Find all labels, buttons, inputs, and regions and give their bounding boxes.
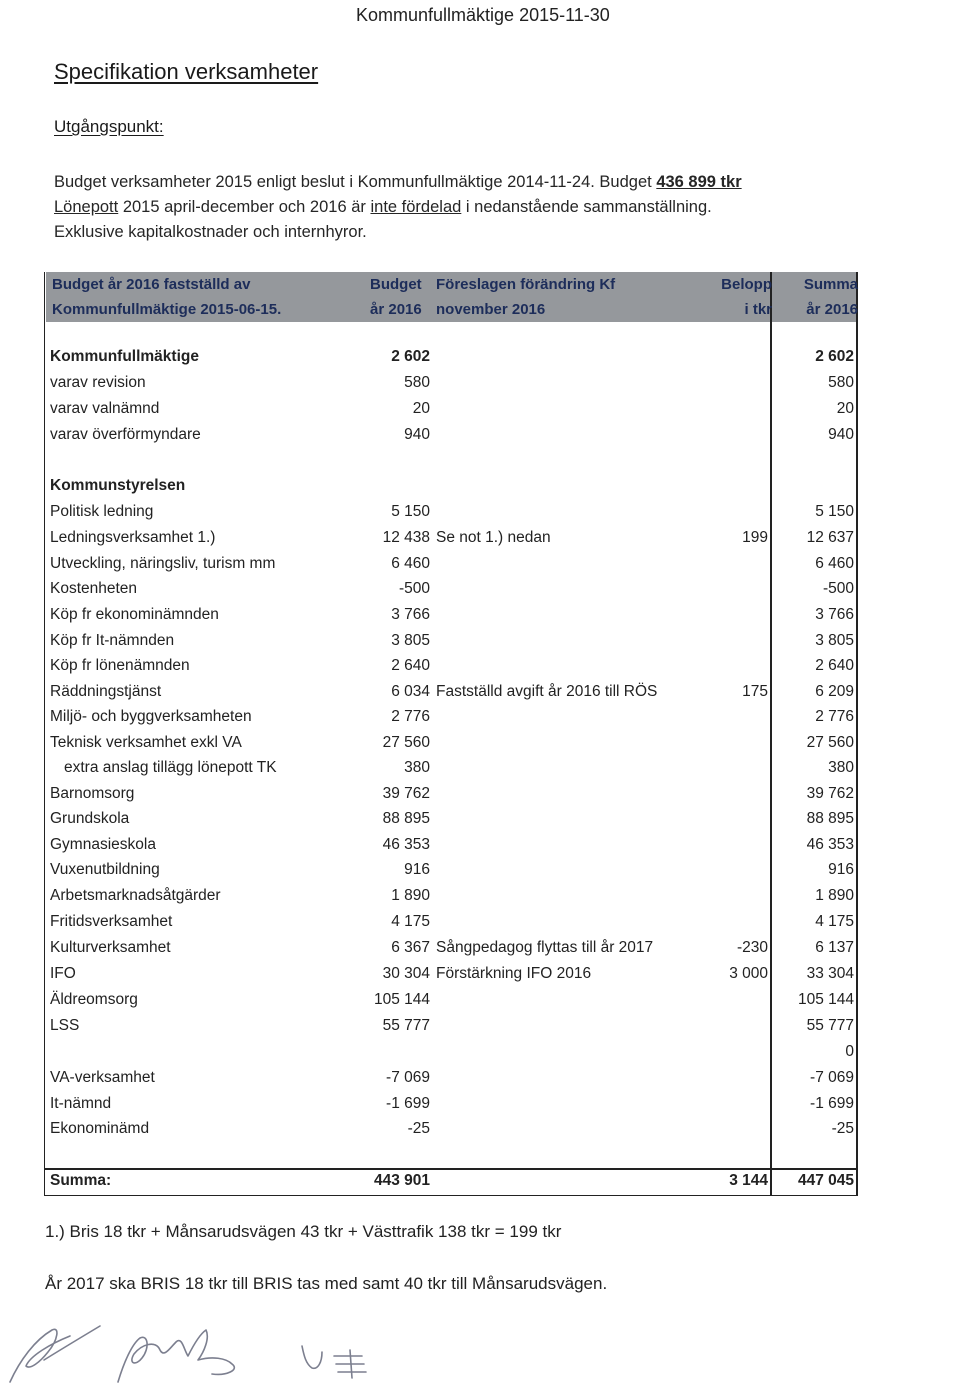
row-name: Vuxenutbildning: [50, 861, 160, 878]
row-summa-value: 447 045: [797, 1172, 854, 1189]
row-belopp-value: -230: [736, 939, 768, 956]
page-title: Specifikation verksamheter: [54, 59, 319, 84]
row-summa-value: 916: [828, 861, 854, 878]
table-row: [46, 989, 858, 1014]
row-name: It-nämnd: [50, 1095, 112, 1112]
row-budget-value: 46 353: [382, 836, 430, 853]
row-budget-value: 3 805: [391, 632, 430, 649]
row-name: Kommunstyrelsen: [50, 477, 186, 494]
row-budget-value: 39 762: [382, 785, 430, 802]
table-row: [46, 1067, 858, 1092]
row-belopp-value: 199: [742, 529, 768, 546]
row-budget-value: 3 766: [391, 606, 430, 623]
row-summa-value: 27 560: [806, 734, 854, 751]
table-row: [46, 527, 858, 552]
note-2017: År 2017 ska BRIS 18 tkr till BRIS tas med samt 40 tkr till Månsarudsvägen.: [45, 1274, 608, 1293]
row-name: Köp fr It-nämnden: [50, 632, 175, 649]
table-row: [46, 783, 858, 808]
row-summa-value: 4 175: [815, 913, 854, 930]
header-col-verksamhet-line1: Budget år 2016 fastställd av: [52, 276, 251, 293]
table-row: [46, 834, 858, 859]
intro-line-1-text: Budget verksamheter 2015 enligt beslut i Kommunfullmäktige 2014-11-24. Budget: [54, 173, 657, 191]
header-col-summa-line2: år 2016: [806, 301, 858, 318]
header-col-forandring-line2: november 2016: [436, 301, 546, 318]
row-change-note: Sångpedagog flyttas till år 2017: [436, 939, 654, 956]
row-summa-value: -25: [831, 1120, 854, 1137]
row-summa-value: 88 895: [806, 810, 854, 827]
table-row: [46, 1118, 858, 1143]
row-name: Köp fr lönenämnden: [50, 657, 190, 674]
table-row: [46, 963, 858, 988]
row-summa-value: -7 069: [810, 1069, 854, 1086]
row-name: varav överförmyndare: [50, 426, 201, 443]
row-name: Miljö- och byggverksamheten: [50, 708, 252, 725]
row-name: LSS: [50, 1017, 80, 1034]
handwritten-signatures: [0, 1300, 420, 1394]
row-name: varav revision: [50, 374, 146, 391]
header-col-budget-line2: år 2016: [370, 301, 422, 318]
table-row: [46, 398, 858, 423]
row-name: Politisk ledning: [50, 503, 154, 520]
header-col-summa: [780, 272, 858, 322]
row-summa-value: 55 777: [806, 1017, 854, 1034]
row-budget-value: -25: [407, 1120, 430, 1137]
row-budget-value: 55 777: [382, 1017, 430, 1034]
row-budget-value: 2 640: [391, 657, 430, 674]
row-budget-value: 443 901: [373, 1172, 430, 1189]
row-name: Kommunfullmäktige: [50, 348, 199, 365]
row-summa-value: 0: [845, 1043, 854, 1060]
intro-line-1: [54, 170, 742, 195]
row-budget-value: 2 776: [391, 708, 430, 725]
row-name: IFO: [50, 965, 76, 982]
row-summa-value: 2 776: [815, 708, 854, 725]
row-summa-value: 12 637: [806, 529, 854, 546]
row-name: Gymnasieskola: [50, 836, 156, 853]
row-summa-value: 2 640: [815, 657, 854, 674]
row-budget-value: 88 895: [382, 810, 430, 827]
row-budget-value: 12 438: [382, 529, 430, 546]
row-summa-value: 6 209: [815, 683, 854, 700]
row-summa-value: 46 353: [806, 836, 854, 853]
table-row: [46, 1093, 858, 1118]
row-budget-value: 6 460: [391, 555, 430, 572]
table-row: [46, 911, 858, 936]
row-belopp-value: 3 000: [729, 965, 768, 982]
row-summa-value: 3 805: [815, 632, 854, 649]
row-summa-value: 380: [828, 759, 854, 776]
row-name: Räddningstjänst: [50, 683, 162, 700]
header-col-budget: [370, 272, 422, 322]
row-budget-value: 105 144: [373, 991, 430, 1008]
table-row: [46, 501, 858, 526]
row-name: Summa:: [50, 1172, 112, 1189]
table-row: [46, 885, 858, 910]
row-summa-value: 1 890: [815, 887, 854, 904]
row-change-note: Fastställd avgift år 2016 till RÖS: [436, 683, 658, 700]
table-row: [46, 681, 858, 706]
row-budget-value: 916: [404, 861, 430, 878]
row-name: Arbetsmarknadsåtgärder: [50, 887, 221, 904]
table-row: [46, 732, 858, 757]
table-row: [46, 1041, 858, 1066]
row-budget-value: 5 150: [391, 503, 430, 520]
intro-budget-amount: 436 899 tkr: [656, 173, 742, 191]
header-col-belopp-line2: i tkr: [744, 301, 772, 318]
header-col-forandring: [436, 272, 615, 322]
row-summa-value: -1 699: [810, 1095, 854, 1112]
row-budget-value: 580: [404, 374, 430, 391]
row-name: VA-verksamhet: [50, 1069, 155, 1086]
row-summa-value: 20: [836, 400, 854, 417]
row-summa-value: 6 460: [815, 555, 854, 572]
table-row: [46, 859, 858, 884]
footnote-1: 1.) Bris 18 tkr + Månsarudsvägen 43 tkr + Västtrafik 138 tkr = 199 tkr: [45, 1222, 562, 1241]
row-summa-value: 33 304: [806, 965, 854, 982]
header-col-summa-line1: Summa: [803, 276, 858, 293]
summary-divider: [44, 1168, 857, 1170]
row-belopp-value: 3 144: [729, 1172, 768, 1189]
row-summa-value: 6 137: [815, 939, 854, 956]
table-row: [46, 706, 858, 731]
row-name: Teknisk verksamhet exkl VA: [50, 734, 242, 751]
row-name: Köp fr ekonominämnden: [50, 606, 219, 623]
table-row: [46, 757, 858, 782]
row-name: Kostenheten: [50, 580, 138, 597]
row-summa-value: 3 766: [815, 606, 854, 623]
row-budget-value: 1 890: [391, 887, 430, 904]
row-budget-value: -1 699: [386, 1095, 430, 1112]
table-row: [46, 604, 858, 629]
row-name: Kulturverksamhet: [50, 939, 171, 956]
section-subheading: Utgångspunkt:: [54, 117, 164, 136]
row-name: varav valnämnd: [50, 400, 160, 417]
header-col-verksamhet-line2: Kommunfullmäktige 2015-06-15.: [52, 301, 282, 318]
row-budget-value: 30 304: [382, 965, 430, 982]
row-budget-value: 20: [412, 400, 430, 417]
row-belopp-value: 175: [742, 683, 768, 700]
signature-1: [10, 1326, 100, 1382]
table-row: [46, 475, 858, 500]
row-name: Ekonominämd: [50, 1120, 150, 1137]
row-name: Fritidsverksamhet: [50, 913, 173, 930]
table-row: [46, 630, 858, 655]
row-summa-value: 2 602: [815, 348, 854, 365]
signature-2: [118, 1330, 234, 1382]
summary-row: [46, 1170, 858, 1195]
row-budget-value: 6 367: [391, 939, 430, 956]
row-budget-value: 940: [404, 426, 430, 443]
intro-line-2: [54, 195, 742, 220]
row-change-note: Förstärkning IFO 2016: [436, 965, 592, 982]
table-row: [46, 655, 858, 680]
row-summa-value: 5 150: [815, 503, 854, 520]
row-budget-value: -7 069: [386, 1069, 430, 1086]
intro-line-3: Exklusive kapitalkostnader och internhyror.: [54, 223, 367, 241]
row-name: extra anslag tillägg lönepott TK: [64, 759, 277, 776]
row-change-note: Se not 1.) nedan: [436, 529, 551, 546]
table-row: [46, 937, 858, 962]
row-summa-value: 940: [828, 426, 854, 443]
header-col-belopp: [704, 272, 772, 322]
header-col-belopp-line1: Belopp: [721, 276, 772, 293]
row-budget-value: 27 560: [382, 734, 430, 751]
header-col-budget-line1: Budget: [370, 276, 422, 293]
row-summa-value: 39 762: [806, 785, 854, 802]
intro-paragraph: [54, 170, 742, 245]
intro-line-2-text: 2015 april-december och 2016 är: [118, 198, 371, 216]
table-row: [46, 424, 858, 449]
row-summa-value: 580: [828, 374, 854, 391]
row-name: Grundskola: [50, 810, 130, 827]
header-col-forandring-line1: Föreslagen förändring Kf: [436, 276, 616, 293]
intro-lonepott: Lönepott: [54, 198, 119, 216]
row-budget-value: -500: [398, 580, 430, 597]
signature-3: [302, 1346, 366, 1378]
table-row: [46, 346, 858, 371]
row-name: Utveckling, näringsliv, turism mm: [50, 555, 276, 572]
table-row: [46, 553, 858, 578]
row-summa-value: -500: [822, 580, 854, 597]
intro-inte-fordelad: inte fördelad: [370, 198, 462, 216]
row-name: Ledningsverksamhet 1.): [50, 529, 216, 546]
row-summa-value: 105 144: [797, 991, 854, 1008]
table-row: [46, 1015, 858, 1040]
table-row: [46, 578, 858, 603]
table-row: [46, 808, 858, 833]
header-date-line: Kommunfullmäktige 2015-11-30: [356, 5, 610, 25]
row-budget-value: 4 175: [391, 913, 430, 930]
row-budget-value: 380: [404, 759, 430, 776]
row-budget-value: 6 034: [391, 683, 430, 700]
row-budget-value: 2 602: [391, 348, 430, 365]
intro-line-2-end: i nedanstående sammanställning.: [461, 198, 712, 216]
row-name: Äldreomsorg: [50, 991, 138, 1008]
table-row: [46, 372, 858, 397]
row-name: Barnomsorg: [50, 785, 135, 802]
header-col-verksamhet: [52, 272, 281, 322]
